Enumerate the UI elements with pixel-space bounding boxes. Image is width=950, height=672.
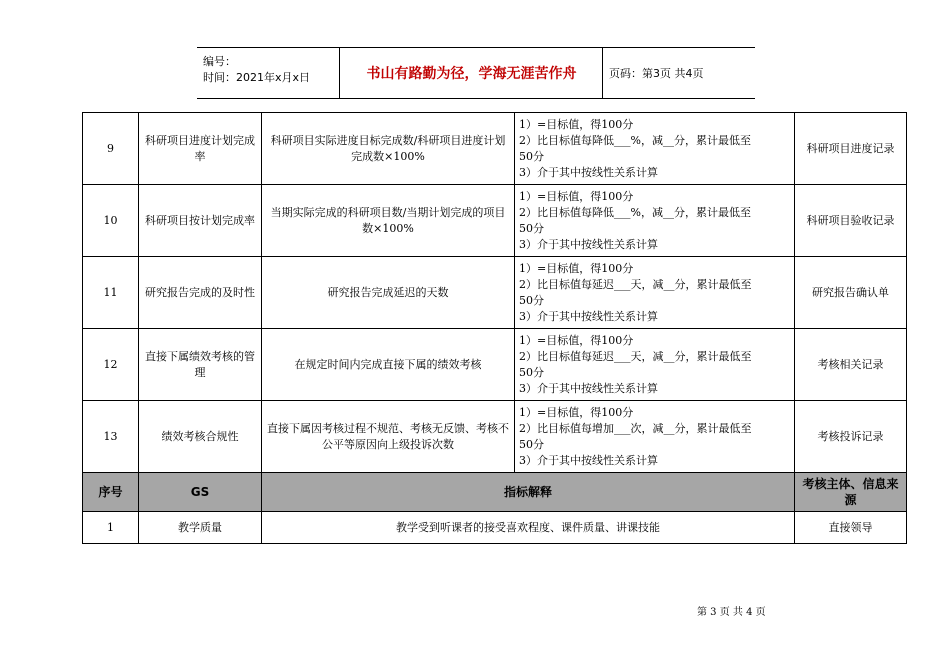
rule-line: 2）比目标值每降低___%，减__分，累计最低至 (519, 205, 751, 219)
rule-line: 2）比目标值每延迟___天，减__分，累计最低至 (519, 349, 752, 363)
scoring-rule (515, 113, 795, 185)
table-row (83, 185, 907, 257)
rule-line: 2）比目标值每降低___%，减__分，累计最低至 (519, 133, 751, 147)
rule-line: 50分 (519, 293, 544, 307)
header-page-number: 页码：第3页 共4页 (609, 67, 704, 80)
rule-line: 3）介于其中按线性关系计算 (519, 237, 658, 251)
header-meta (203, 54, 310, 86)
row-number: 1 (83, 512, 139, 544)
kpi-table (82, 112, 907, 544)
rule-line: 3）介于其中按线性关系计算 (519, 165, 658, 179)
kpi-formula: 当期实际完成的科研项目数/当期计划完成的项目数×100% (262, 185, 515, 257)
gs-header-row (83, 473, 907, 512)
rule-line: 1）=目标值，得100分 (519, 117, 634, 131)
kpi-name: 科研项目进度计划完成率 (139, 113, 262, 185)
rule-line: 50分 (519, 221, 544, 235)
kpi-formula: 科研项目实际进度目标完成数/科研项目进度计划完成数×100% (262, 113, 515, 185)
header-divider (602, 48, 603, 98)
kpi-formula: 研究报告完成延迟的天数 (262, 257, 515, 329)
row-number: 10 (83, 185, 139, 257)
gs-explanation: 教学受到听课者的接受喜欢程度、课件质量、讲课技能 (262, 512, 795, 544)
gs-source: 直接领导 (795, 512, 907, 544)
data-source: 考核投诉记录 (795, 401, 907, 473)
header-cell-source: 考核主体、信息来源 (795, 473, 907, 512)
kpi-name: 绩效考核合规性 (139, 401, 262, 473)
kpi-name: 研究报告完成的及时性 (139, 257, 262, 329)
document-date: 时间：2021年x月x日 (203, 71, 311, 84)
rule-line: 2）比目标值每延迟___天，减__分，累计最低至 (519, 277, 752, 291)
rule-line: 3）介于其中按线性关系计算 (519, 309, 658, 323)
scoring-rule (515, 401, 795, 473)
table-row (83, 113, 907, 185)
page-footer: 第 3 页 共 4 页 (697, 607, 766, 618)
rule-line: 1）=目标值，得100分 (519, 261, 634, 275)
kpi-formula: 直接下属因考核过程不规范、考核无反馈、考核不公平等原因向上级投诉次数 (262, 401, 515, 473)
rule-line: 1）=目标值，得100分 (519, 405, 634, 419)
kpi-formula: 在规定时间内完成直接下属的绩效考核 (262, 329, 515, 401)
table-row (83, 401, 907, 473)
page-header (197, 47, 755, 99)
document-number-label: 编号： (203, 55, 236, 68)
data-source: 科研项目进度记录 (795, 113, 907, 185)
scoring-rule (515, 329, 795, 401)
table-row (83, 329, 907, 401)
rule-line: 1）=目标值，得100分 (519, 333, 634, 347)
data-source: 考核相关记录 (795, 329, 907, 401)
rule-line: 3）介于其中按线性关系计算 (519, 381, 658, 395)
row-number: 9 (83, 113, 139, 185)
header-cell-explanation: 指标解释 (262, 473, 795, 512)
rule-line: 50分 (519, 437, 544, 451)
scoring-rule (515, 185, 795, 257)
kpi-name: 科研项目按计划完成率 (139, 185, 262, 257)
header-cell-number: 序号 (83, 473, 139, 512)
rule-line: 50分 (519, 365, 544, 379)
rule-line: 2）比目标值每增加___次，减__分，累计最低至 (519, 421, 752, 435)
row-number: 12 (83, 329, 139, 401)
data-source: 研究报告确认单 (795, 257, 907, 329)
scoring-rule (515, 257, 795, 329)
data-source: 科研项目验收记录 (795, 185, 907, 257)
header-cell-gs: GS (139, 473, 262, 512)
rule-line: 1）=目标值，得100分 (519, 189, 634, 203)
header-motto: 书山有路勤为径，学海无涯苦作舟 (366, 66, 577, 82)
table-row (83, 512, 907, 544)
rule-line: 3）介于其中按线性关系计算 (519, 453, 658, 467)
table-row (83, 257, 907, 329)
gs-name: 教学质量 (139, 512, 262, 544)
rule-line: 50分 (519, 149, 544, 163)
row-number: 13 (83, 401, 139, 473)
row-number: 11 (83, 257, 139, 329)
kpi-name: 直接下属绩效考核的管理 (139, 329, 262, 401)
